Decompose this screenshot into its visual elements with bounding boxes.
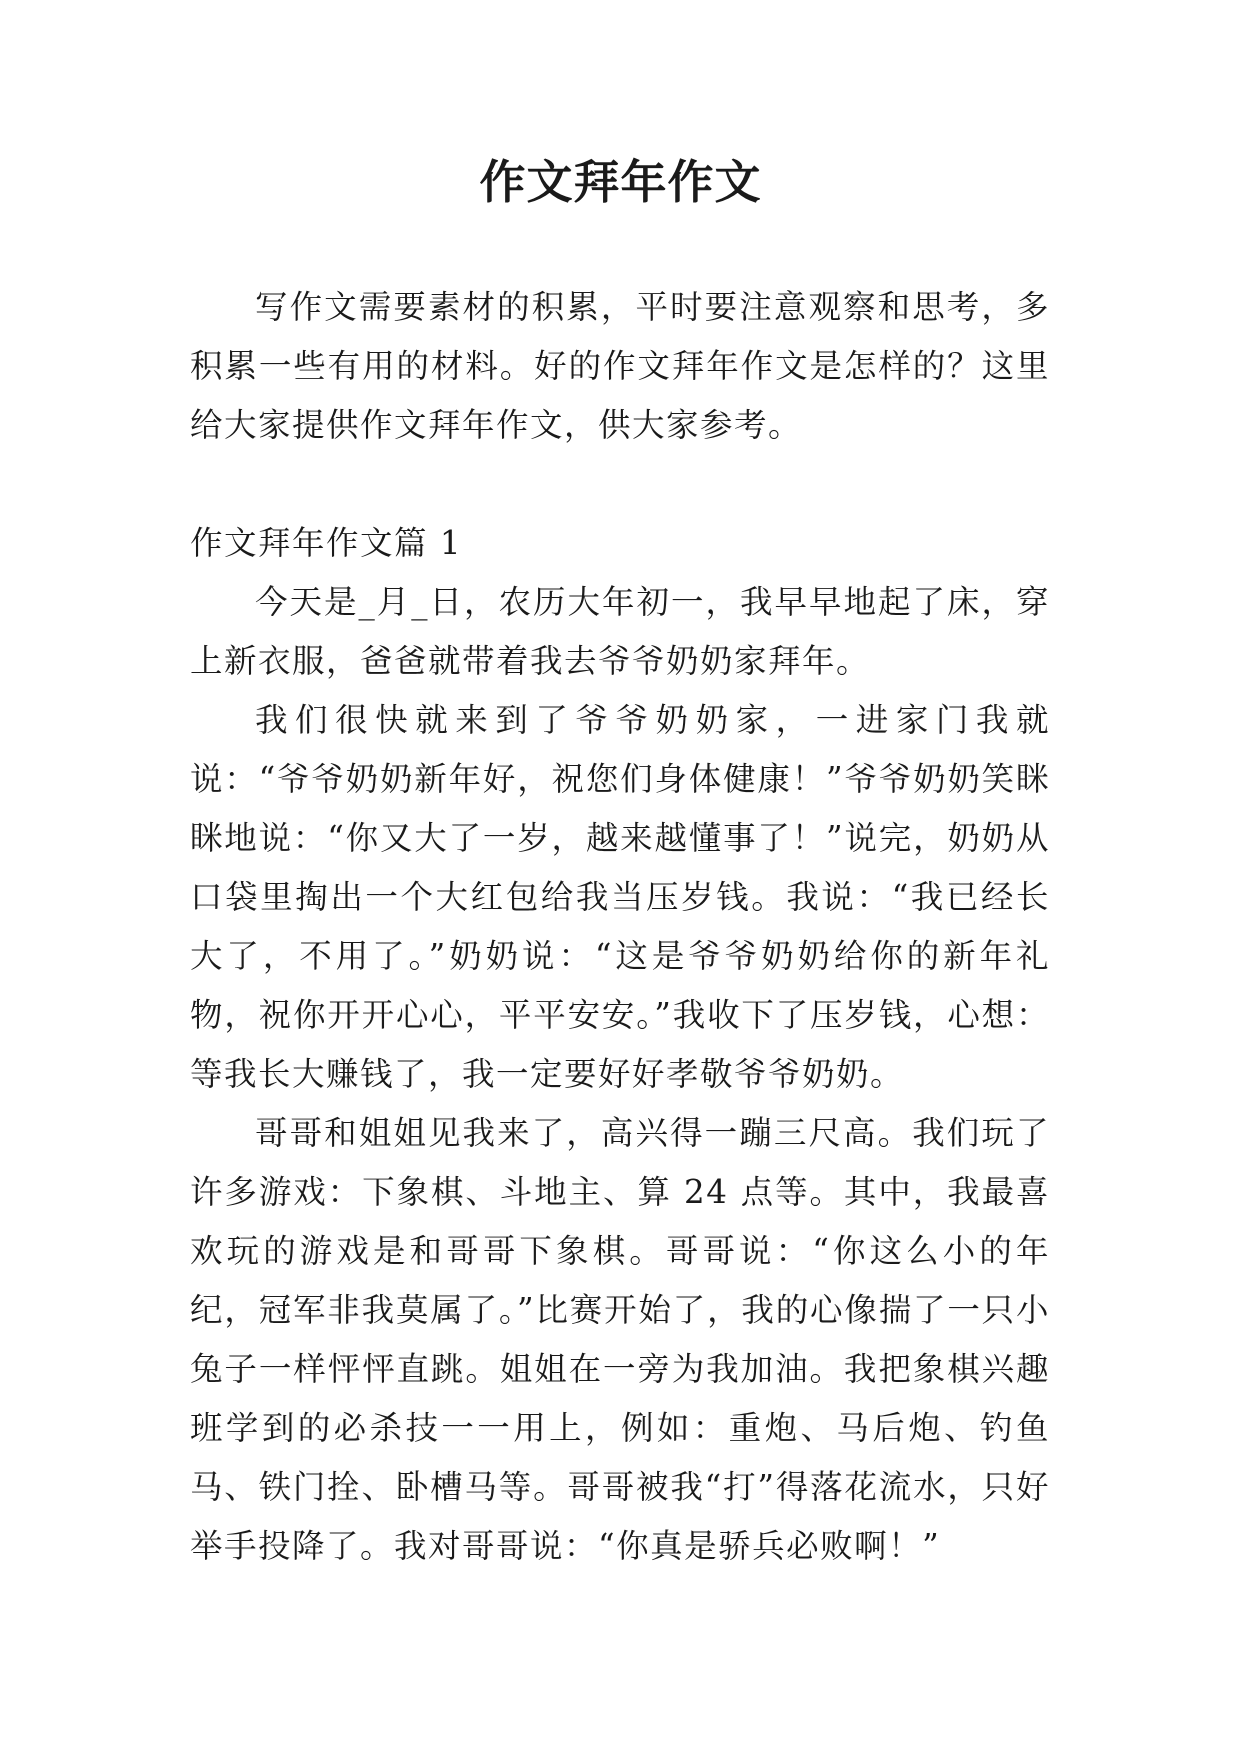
body-paragraph-3: 哥哥和姐姐见我来了，高兴得一蹦三尺高。我们玩了许多游戏：下象棋、斗地主、算 24 点等。其中，我最喜欢玩的游戏是和哥哥下象棋。哥哥说：“你这么小的年纪，冠军非我莫属了。”比赛开始了，我的心像揣了一只小兔子一样怦怦直跳。姐姐在一旁为我加油。我把象棋兴趣班学到的必杀技一一用上，例如：重炮、马后炮、钓鱼马、铁门拴、卧槽马等。哥哥被我“打”得落花流水，只好举手投降了。我对哥哥说：“你真是骄兵必败啊！”: [190, 1114, 1050, 1565]
intro-paragraph: 写作文需要素材的积累，平时要注意观察和思考，多积累一些有用的材料。好的作文拜年作文是怎样的？这里给大家提供作文拜年作文，供大家参考。: [190, 288, 1050, 444]
document-title: 作文拜年作文: [479, 155, 762, 209]
body-paragraph-1: 今天是_月_日，农历大年初一，我早早地起了床，穿上新衣服，爸爸就带着我去爷爷奶奶家拜年。: [190, 583, 1050, 680]
body-paragraph-2: 我们很快就来到了爷爷奶奶家，一进家门我就说：“爷爷奶奶新年好，祝您们身体健康！”爷爷奶奶笑眯眯地说：“你又大了一岁，越来越懂事了！”说完，奶奶从口袋里掏出一个大红包给我当压岁钱。我说：“我已经长大了，不用了。”奶奶说：“这是爷爷奶奶给你的新年礼物，祝你开开心心，平平安安。”我收下了压岁钱，心想：等我长大赚钱了，我一定要好好孝敬爷爷奶奶。: [190, 701, 1050, 1093]
document-body: [190, 278, 1050, 1576]
section-heading: 作文拜年作文篇 1: [190, 524, 463, 562]
